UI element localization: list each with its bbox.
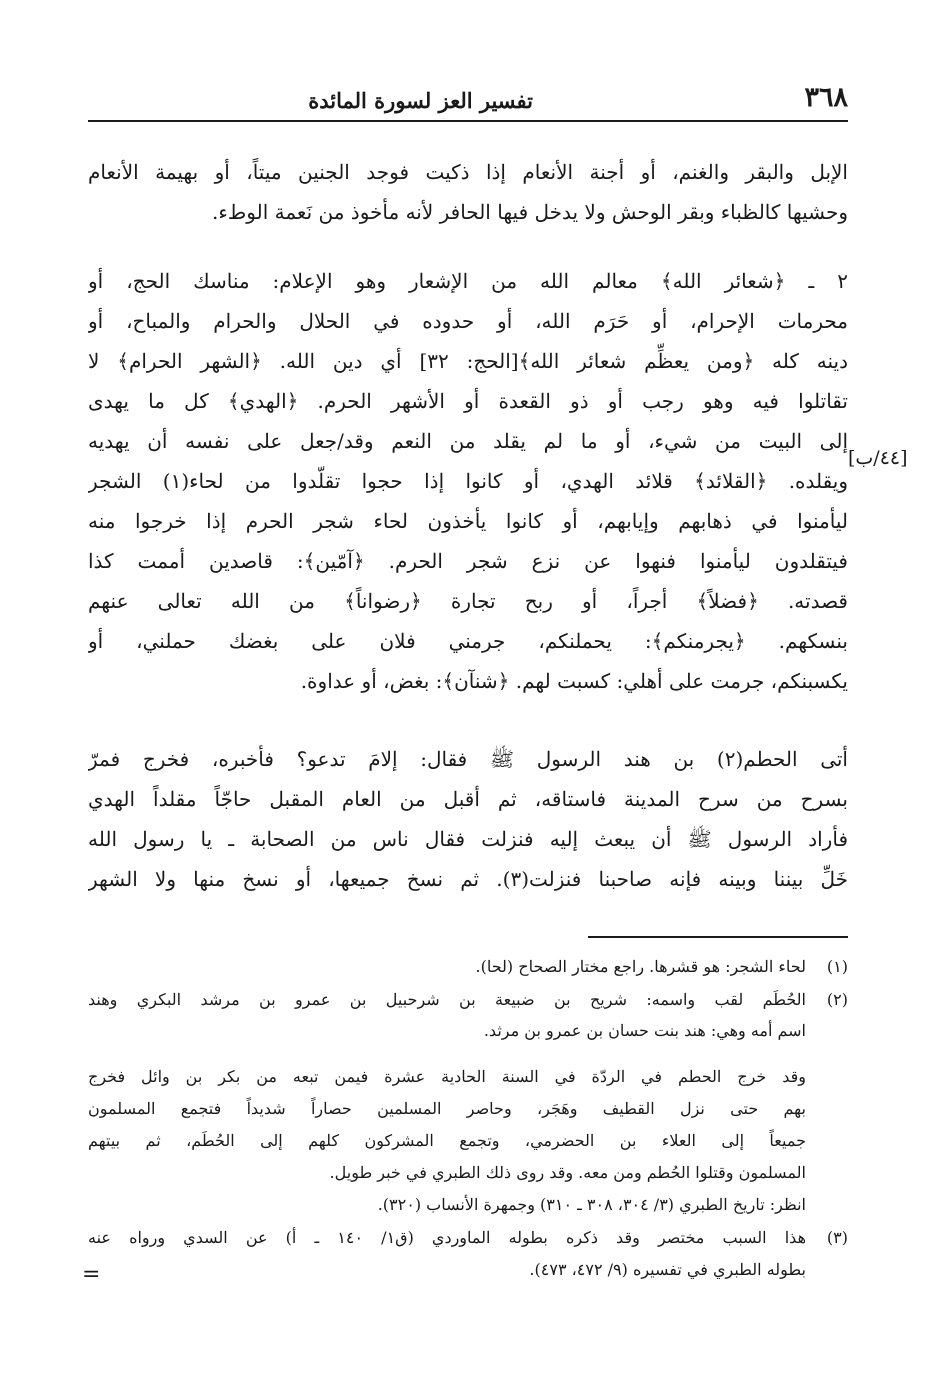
footnote-text: بهم حتى نزل القطيف وهَجَر، وحاصر المسلمين حصاراً شديداً فتجمع المسلمون [88, 1099, 806, 1118]
text-line: دينه كله ﴿ومن يعظِّم شعائر الله﴾[الحج: ٣٢] أي دين الله. ﴿الشهر الحرام﴾ لا [88, 349, 848, 373]
footnote-separator [588, 936, 848, 938]
text-line: يكسبنكم، جرمت على أهلي: كسبت لهم. ﴿شنآن﴾: بغض، أو عداوة. [300, 669, 848, 693]
footnote-text: انظر: تاريخ الطبري (٣/ ٣٠٤، ٣٠٨ ـ ٣١٠) وجمهرة الأنساب (٣٢٠). [377, 1195, 806, 1214]
footnote-line [88, 1016, 848, 1048]
page-header [88, 80, 848, 122]
footnote-line [88, 1255, 848, 1287]
page-number: ٣٦٨ [804, 82, 848, 113]
text-line: قصدته. ﴿فضلاً﴾ أجراً، أو ربح تجارة ﴿رضواناً﴾ من الله تعالى عنهم [88, 589, 848, 613]
footnote-line [88, 1190, 848, 1222]
text-line: ليأمنوا في ذهابهم وإيابهم، أو كانوا يأخذون لحاء شجر الحرم إذا خرجوا منه [88, 509, 848, 533]
footnote-text: المسلمون وقتلوا الحُطم ومن معه. وقد روى ذلك الطبري في خبر طويل. [329, 1163, 806, 1182]
footnote-text: اسم أمه وهي: هند بنت حسان بن عمرو بن مرثد. [483, 1021, 806, 1040]
continuation-mark: = [82, 1262, 101, 1287]
footnote-line [88, 1158, 848, 1190]
footnote-line [88, 1223, 848, 1255]
margin-folio-note: [٤٤/ب] [848, 447, 908, 469]
text-line: خَلِّ بيننا وبينه فإنه صاحبنا فنزلت(٣). ثم نسخ جميعها، أو نسخ منها ولا الشهر [88, 867, 848, 891]
text-line: ٢ ـ ﴿شعائر الله﴾ معالم الله من الإشعار وهو الإعلام: مناسك الحج، أو [88, 269, 848, 293]
footnote-text: الحُطَم لقب واسمه: شريح بن ضبيعة بن شرحبيل بن عمرو بن مرشد البكري وهند [88, 990, 807, 1009]
text-line: بنسكهم. ﴿يجرمنكم﴾: يحملنكم، جرمني فلان على بغضك حملني، أو [88, 629, 848, 653]
footnote-line [88, 1094, 848, 1126]
text-line: الإبل والبقر والغنم، أو أجنة الأنعام إذا ذكيت فوجد الجنين ميتاً، أو بهيمة الأنعام [88, 160, 848, 184]
footnote-number: (٣) [826, 1228, 848, 1247]
footnote-line [88, 1126, 848, 1158]
footnote-text: هذا السبب مختصر وقد ذكره بطوله الماوردي (ق١/ ١٤٠ ـ أ) عن السدي ورواه عنه [88, 1228, 807, 1247]
running-title: تفسير العز لسورة المائدة [308, 88, 533, 113]
text-line: فأراد الرسول ﷺ أن يبعث إليه فنزلت فقال ناس من الصحابة ـ يا رسول الله [88, 827, 848, 851]
footnote-text: وقد خرج الحطم في الردّة في السنة الحادية عشرة فيمن تبعه من بكر بن وائل فخرج [88, 1067, 806, 1086]
text-line: وحشيها كالظباء وبقر الوحش ولا يدخل فيها الحافر لأنه مأخوذ من نَعمة الوطء. [212, 200, 848, 224]
footnote-number: (١) [826, 957, 848, 976]
footnote-line [88, 1062, 848, 1094]
footnote-text: لحاء الشجر: هو قشرها. راجع مختار الصحاح (لحا). [475, 957, 806, 976]
footnote-number: (٢) [826, 990, 848, 1009]
footnote-line [88, 952, 848, 984]
text-line: إلى البيت من شيء، أو ما لم يقلد من النعم وقد/جعل على نفسه أن يهديه [88, 429, 848, 453]
footnote-line [88, 985, 848, 1017]
text-line: فيتقلدون ليأمنوا فنهوا عن نزع شجر الحرم. ﴿آمّين﴾: قاصدين أممت كذا [88, 549, 848, 573]
text-line: ويقلده. ﴿القلائد﴾ قلائد الهدي، أو كانوا إذا حجوا تقلّدوا من لحاء(١) الشجر [88, 469, 848, 493]
text-line: أتى الحطم(٢) بن هند الرسول ﷺ فقال: إلامَ تدعو؟ فأخبره، فخرج فمرّ [88, 747, 848, 771]
footnote-text: بطوله الطبري في تفسيره (٩/ ٤٧٢، ٤٧٣). [529, 1260, 806, 1279]
text-line: تقاتلوا فيه وهو رجب أو ذو القعدة أو الأشهر الحرم. ﴿الهدي﴾ كل ما يهدى [88, 389, 848, 413]
text-line: محرمات الإحرام، أو حَرَم الله، أو حدوده في الحلال والحرام والمباح، أو [88, 309, 848, 333]
text-line: بسرح من سرح المدينة فاستاقه، ثم أقبل من العام المقبل حاجّاً مقلداً الهدي [88, 787, 848, 811]
footnote-text: جميعاً إلى العلاء بن الحضرمي، وتجمع المشركون كلهم إلى الحُطَم، ثم بيتهم [88, 1131, 806, 1150]
